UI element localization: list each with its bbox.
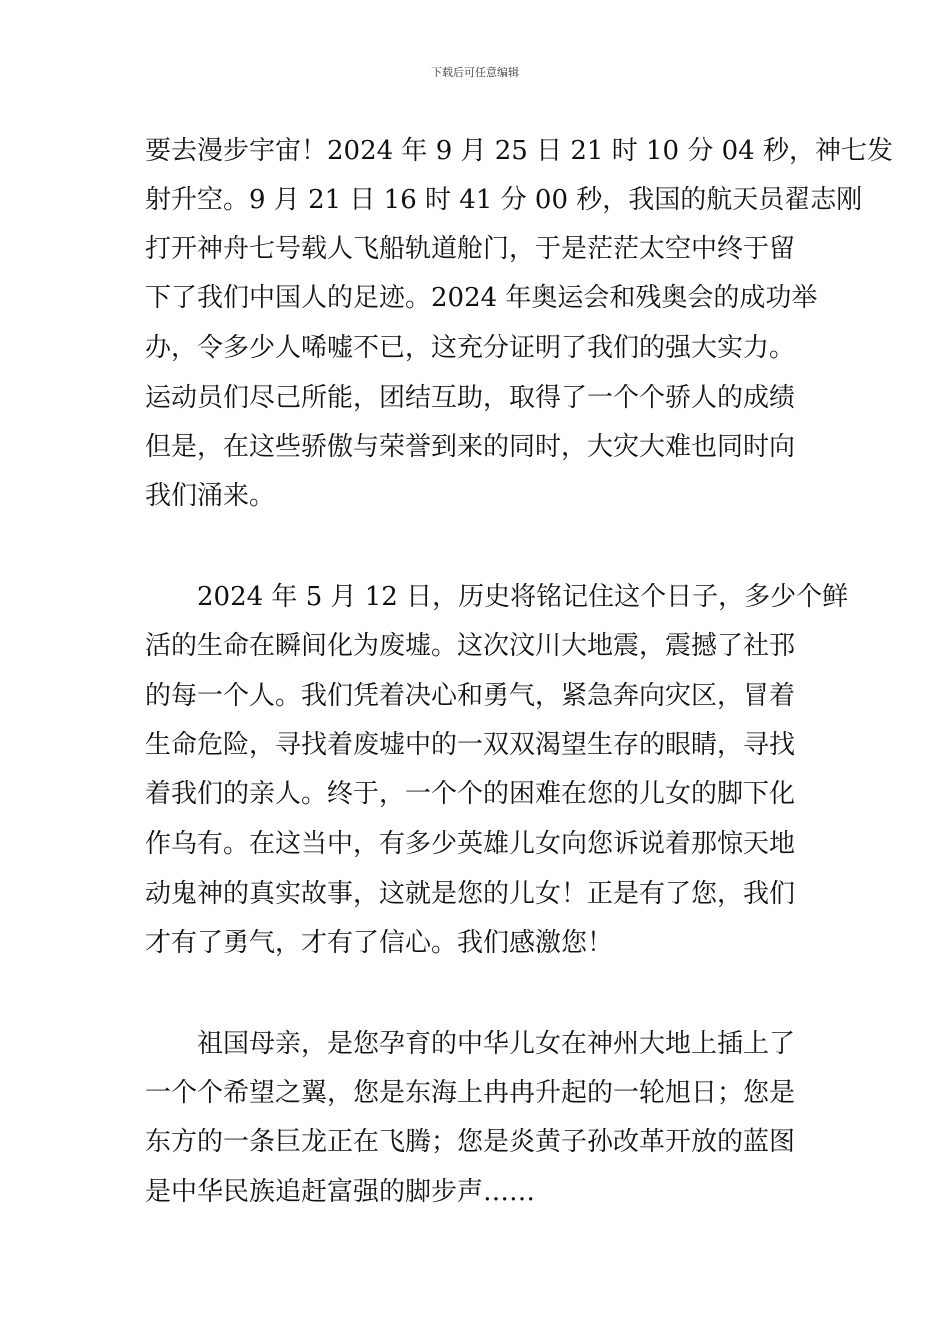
paragraph-2-line-3: 的每一个人。我们凭着决心和勇气，紧急奔向灾区，冒着 [145,681,796,711]
paragraph-3-line-1: 祖国母亲，是您孕育的中华儿女在神州大地上插上了 [197,1029,796,1059]
paragraph-2-line-6: 作乌有。在这当中，有多少英雄儿女向您诉说着那惊天地 [145,829,796,859]
paragraph-3-line-2: 一个个希望之翼，您是东海上冉冉升起的一轮旭日；您是 [145,1078,796,1108]
paragraph-3-line-4: 是中华民族追赶富强的脚步声…… [145,1177,536,1207]
paragraph-2-line-5: 着我们的亲人。终于，一个个的困难在您的儿女的脚下化 [145,779,796,809]
paragraph-2-line-8: 才有了勇气，才有了信心。我们感激您！ [145,928,614,958]
paragraph-1-line-7: 但是，在这些骄傲与荣誉到来的同时，大灾大难也同时向 [145,432,796,462]
paragraph-2-line-4: 生命危险，寻找着废墟中的一双双渴望生存的眼睛，寻找 [145,730,796,760]
paragraph-1-line-6: 运动员们尽己所能，团结互助，取得了一个个骄人的成绩 [145,383,796,413]
paragraph-1-line-8: 我们涌来。 [145,481,276,511]
paragraph-1-line-2: 射升空。9 月 21 日 16 时 41 分 00 秒，我国的航天员翟志刚 [145,185,863,215]
paragraph-1-line-3: 打开神舟七号载人飞船轨道舱门，于是茫茫太空中终于留 [145,234,796,264]
paragraph-1-line-5: 办，令多少人唏嘘不已，这充分证明了我们的强大实力。 [145,333,796,363]
paragraph-1-line-1: 要去漫步宇宙！2024 年 9 月 25 日 21 时 10 分 04 秒，神七发 [145,136,893,166]
paragraph-2-line-7: 动鬼神的真实故事，这就是您的儿女！正是有了您，我们 [145,879,796,909]
paragraph-1-line-4: 下了我们中国人的足迹。2024 年奥运会和残奥会的成功举 [145,283,818,313]
paragraph-2-line-2: 活的生命在瞬间化为废墟。这次汶川大地震，震撼了社邘 [145,631,796,661]
paragraph-2-line-1: 2024 年 5 月 12 日，历史将铭记住这个日子，多少个鲜 [197,582,849,612]
paragraph-3-line-3: 东方的一条巨龙正在飞腾；您是炎黄子孙改革开放的蓝图 [145,1127,796,1157]
page-header: 下载后可任意编辑 [431,66,519,79]
